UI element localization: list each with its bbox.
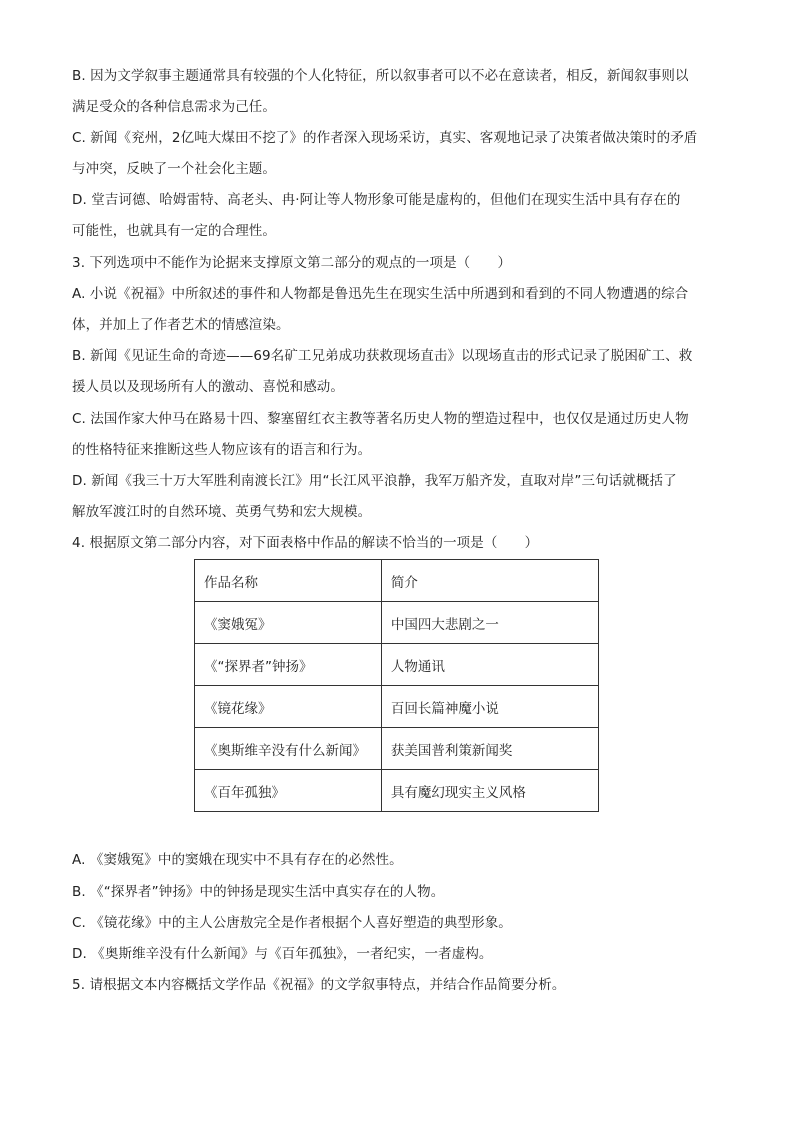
question-3-stem: 3. 下列选项中不能作为论据来支撑原文第二部分的观点的一项是（ ）: [72, 255, 512, 271]
option-c-line-1: C. 新闻《兖州，2亿吨大煤田不挖了》的作者深入现场采访，真实、客观地记录了决策者做决策时的矛盾: [72, 130, 698, 146]
question-5-stem: 5. 请根据文本内容概括文学作品《祝福》的文学叙事特点，并结合作品简要分析。: [72, 977, 566, 993]
table-row: [195, 728, 599, 770]
table-cell: 《“探界者”钟扬》: [195, 644, 382, 686]
table-cell: 《奥斯维辛没有什么新闻》: [195, 728, 382, 770]
q4-option-a: A. 《窦娥冤》中的窦娥在现实中不具有存在的必然性。: [72, 852, 403, 868]
q3-option-c-line-1: C. 法国作家大仲马在路易十四、黎塞留红衣主教等著名历史人物的塑造过程中，也仅仅是通过历史人物: [72, 411, 689, 427]
works-table: [194, 559, 599, 812]
table-row: [195, 602, 599, 644]
table-row: [195, 644, 599, 686]
table-cell: 中国四大悲剧之一: [381, 602, 598, 644]
table-cell: 百回长篇神魔小说: [381, 686, 598, 728]
q3-option-a-line-1: A. 小说《祝福》中所叙述的事件和人物都是鲁迅先生在现实生活中所遇到和看到的不同人物遭遇的综合: [72, 286, 689, 302]
table-row: [195, 770, 599, 812]
question-4-stem: 4. 根据原文第二部分内容，对下面表格中作品的解读不恰当的一项是（ ）: [72, 535, 539, 551]
table-row: [195, 686, 599, 728]
table-cell: 《镜花缘》: [195, 686, 382, 728]
option-c-line-2: 与冲突，反映了一个社会化主题。: [72, 161, 276, 177]
q3-option-d-line-2: 解放军渡江时的自然环境、英勇气势和宏大规模。: [72, 504, 372, 520]
q4-option-b: B. 《“探界者”钟扬》中的钟扬是现实生活中真实存在的人物。: [72, 884, 445, 900]
table-header-row: [195, 560, 599, 602]
q4-option-c: C. 《镜花缘》中的主人公唐敖完全是作者根据个人喜好塑造的典型形象。: [72, 915, 512, 931]
option-b-line-1: B. 因为文学叙事主题通常具有较强的个人化特征，所以叙事者可以不必在意读者，相反，新闻叙事则以: [72, 68, 689, 84]
table-cell: 获美国普利策新闻奖: [381, 728, 598, 770]
q3-option-b-line-2: 援人员以及现场所有人的激动、喜悦和感动。: [72, 379, 344, 395]
q3-option-a-line-2: 体，并加上了作者艺术的情感渲染。: [72, 317, 290, 333]
table-header-cell: 简介: [381, 560, 598, 602]
q3-option-d-line-1: D. 新闻《我三十万大军胜利南渡长江》用“长江风平浪静，我军万船齐发，直取对岸”三句话就概括了: [72, 473, 677, 489]
table-cell: 具有魔幻现实主义风格: [381, 770, 598, 812]
table-header-cell: 作品名称: [195, 560, 382, 602]
q3-option-c-line-2: 的性格特征来推断这些人物应该有的语言和行为。: [72, 442, 372, 458]
q3-option-b-line-1: B. 新闻《见证生命的奇迹——69名矿工兄弟成功获救现场直击》以现场直击的形式记录了脱困矿工、救: [72, 348, 693, 364]
table-cell: 《百年孤独》: [195, 770, 382, 812]
option-d-line-2: 可能性，也就具有一定的合理性。: [72, 223, 276, 239]
option-d-line-1: D. 堂吉诃德、哈姆雷特、高老头、冉·阿让等人物形象可能是虚构的，但他们在现实生活中具有存在的: [72, 192, 681, 208]
q4-option-d: D. 《奥斯维辛没有什么新闻》与《百年孤独》，一者纪实，一者虚构。: [72, 946, 493, 962]
table-cell: 《窦娥冤》: [195, 602, 382, 644]
option-b-line-2: 满足受众的各种信息需求为己任。: [72, 99, 276, 115]
table-cell: 人物通讯: [381, 644, 598, 686]
